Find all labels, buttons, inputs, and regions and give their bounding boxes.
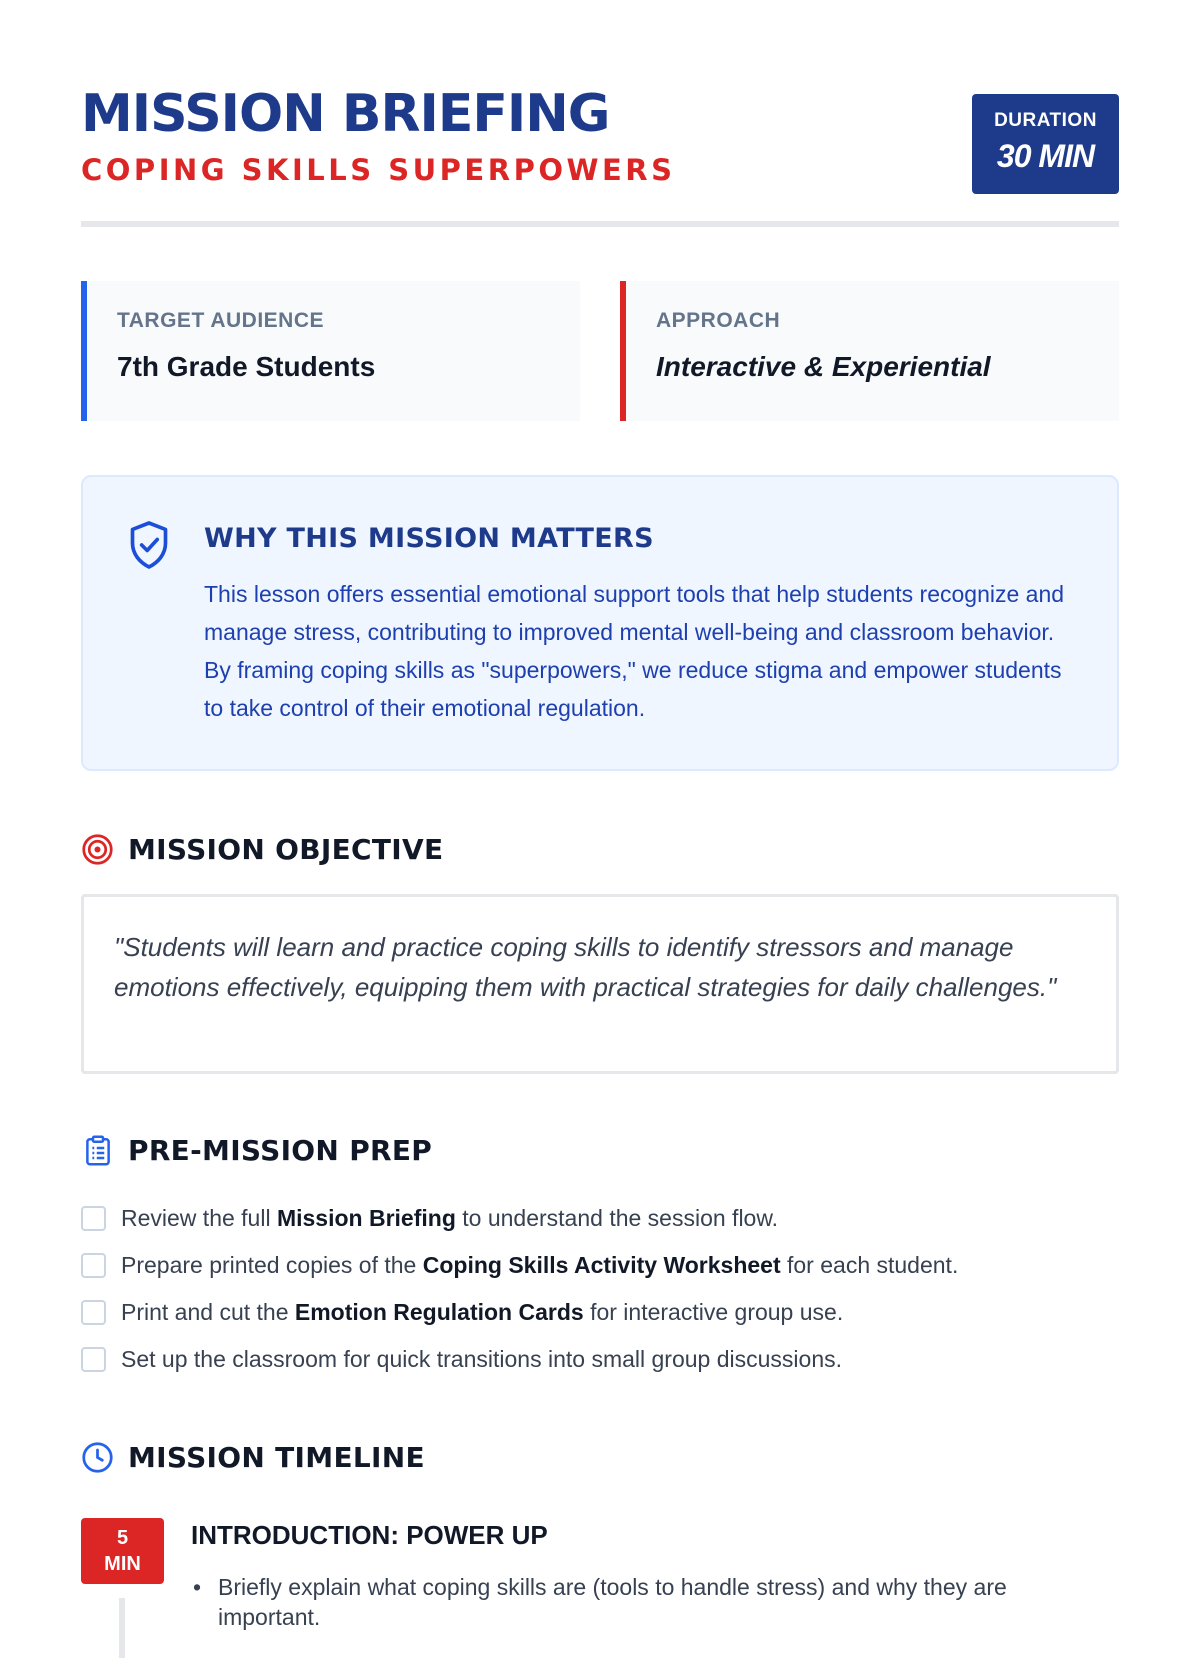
checkbox[interactable]	[81, 1253, 106, 1278]
bullet-dot: •	[193, 1574, 202, 1600]
duration-label: DURATION	[994, 110, 1097, 131]
timeline-title: MISSION TIMELINE	[128, 1441, 425, 1474]
prep-item	[81, 1336, 1119, 1383]
checkbox[interactable]	[81, 1206, 106, 1231]
prep-checklist	[81, 1195, 1119, 1383]
audience-card	[81, 281, 580, 421]
clock-icon	[81, 1441, 114, 1474]
approach-card	[620, 281, 1119, 421]
clipboard-list-icon	[81, 1134, 114, 1167]
why-mission-matters-box	[81, 475, 1119, 771]
duration-value: 30 MIN	[996, 138, 1095, 174]
checkbox[interactable]	[81, 1347, 106, 1372]
why-title: WHY THIS MISSION MATTERS	[204, 523, 654, 554]
timeline-connector	[119, 1598, 125, 1658]
timeline-minutes: 5	[116, 1527, 129, 1549]
timeline-header	[81, 1441, 1119, 1474]
approach-value: Interactive & Experiential	[656, 351, 991, 382]
timeline-item-bullet	[191, 1572, 1091, 1632]
why-body: This lesson offers essential emotional support tools that help students recognize and manage stress, contributing to improved mental well-being and classroom behavior. By framing coping skills as "superpowers," we reduce stigma and empower students to take control of their emotional regulation.	[204, 581, 1065, 721]
prep-item	[81, 1195, 1119, 1242]
prep-title: PRE-MISSION PREP	[128, 1134, 433, 1167]
prep-item-text: Review the full Mission Briefing to understand the session flow.	[121, 1205, 779, 1231]
timeline-duration-badge	[81, 1518, 164, 1584]
audience-value: 7th Grade Students	[117, 351, 376, 382]
prep-item-text: Print and cut the Emotion Regulation Cards for interactive group use.	[121, 1299, 844, 1325]
objective-header	[81, 833, 1119, 866]
page-subtitle: COPING SKILLS SUPERPOWERS	[81, 153, 676, 187]
timeline-item-title: INTRODUCTION: POWER UP	[191, 1520, 548, 1550]
objective-quote: "Students will learn and practice coping skills to identify stressors and manage emotions effectively, equipping them with practical strategies for daily challenges."	[81, 894, 1119, 1074]
prep-item-text: Set up the classroom for quick transitions into small group discussions.	[121, 1346, 842, 1372]
prep-item	[81, 1242, 1119, 1289]
shield-check-icon	[127, 519, 171, 576]
target-icon	[81, 833, 114, 866]
prep-item	[81, 1289, 1119, 1336]
timeline-unit: MIN	[104, 1553, 141, 1575]
checkbox[interactable]	[81, 1300, 106, 1325]
approach-label: APPROACH	[656, 309, 781, 332]
timeline-item	[81, 1518, 1119, 1638]
page-title: MISSION BRIEFING	[81, 84, 610, 144]
objective-title: MISSION OBJECTIVE	[128, 833, 444, 866]
info-row	[81, 281, 1119, 421]
prep-item-text: Prepare printed copies of the Coping Skills Activity Worksheet for each student.	[121, 1252, 959, 1278]
timeline-item-text: Briefly explain what coping skills are (tools to handle stress) and why they are important.	[218, 1574, 1007, 1630]
duration-badge	[972, 94, 1119, 194]
audience-label: TARGET AUDIENCE	[117, 309, 324, 332]
prep-header	[81, 1134, 1119, 1167]
header	[81, 0, 1119, 227]
